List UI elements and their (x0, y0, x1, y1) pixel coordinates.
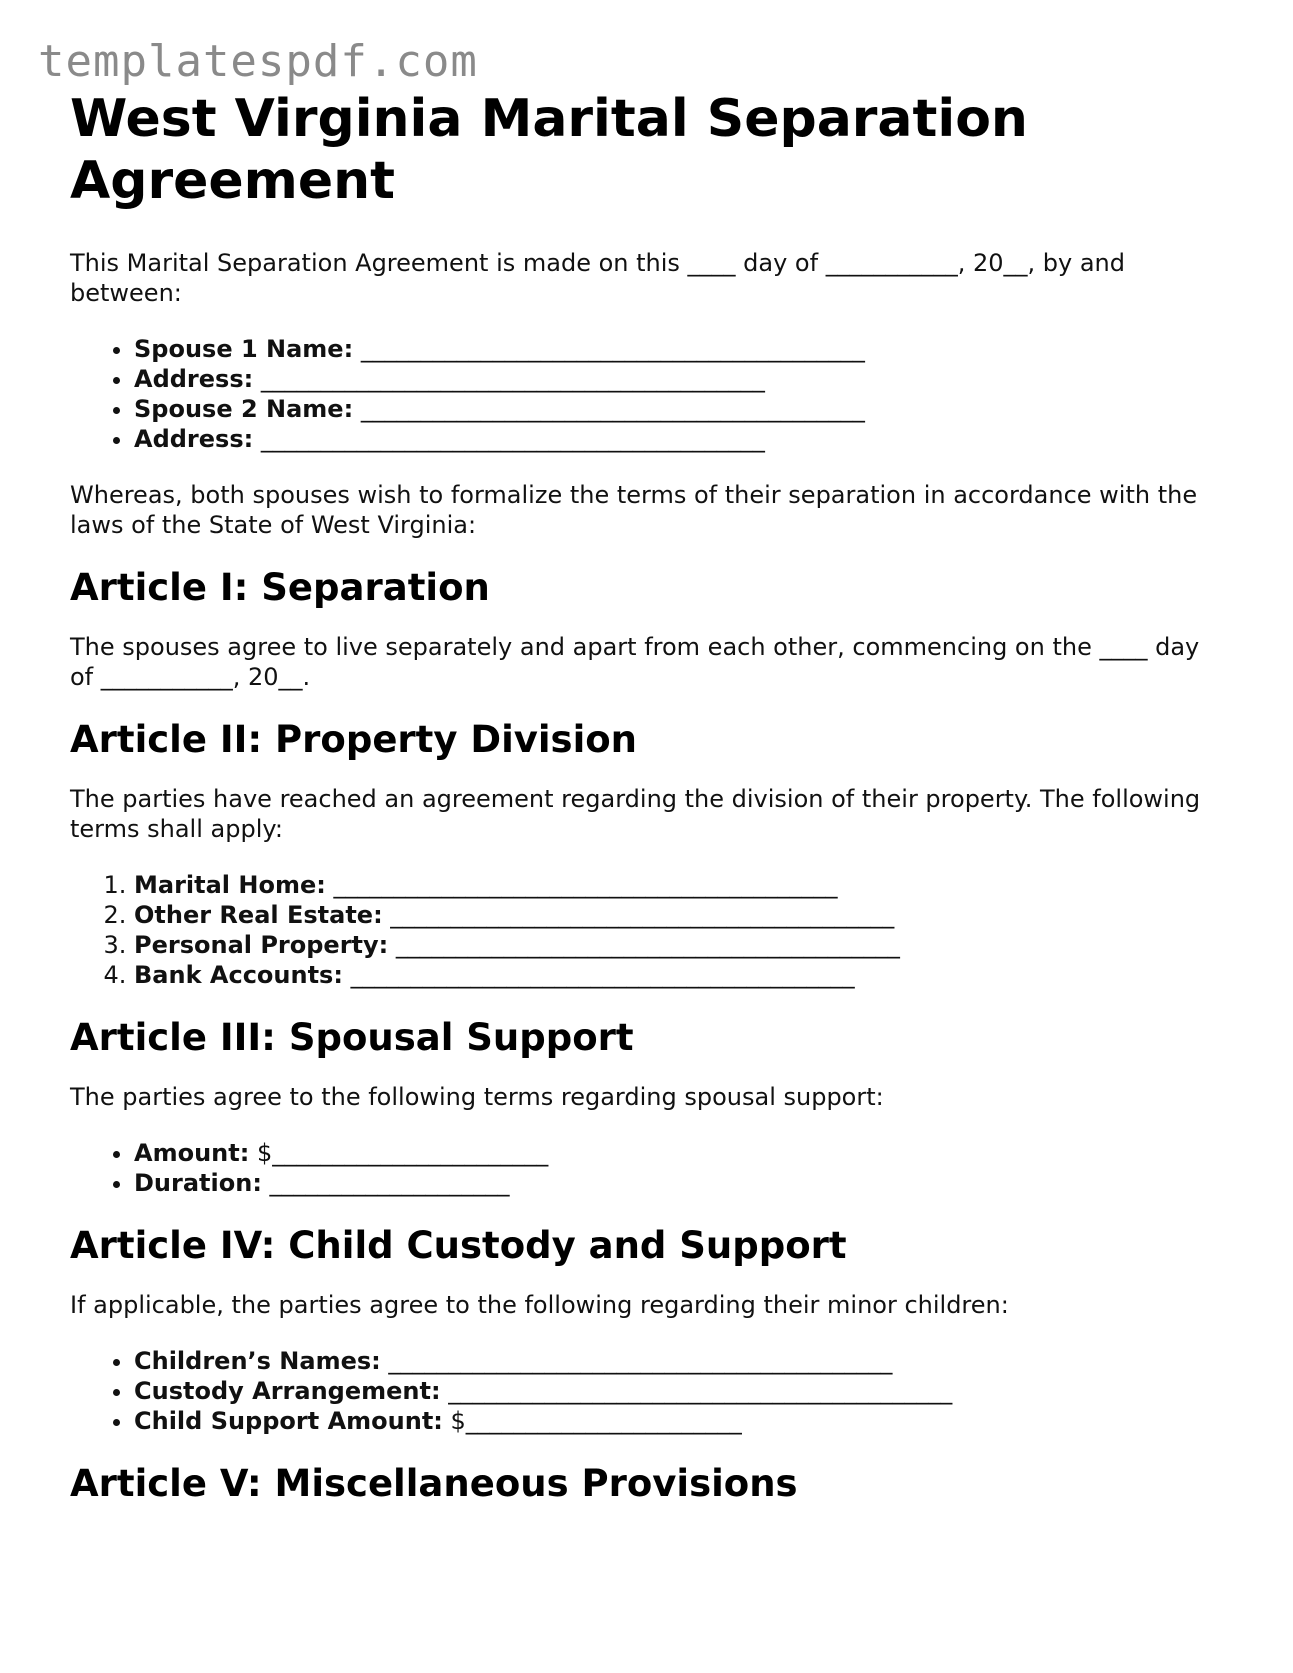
intro-paragraph: This Marital Separation Agreement is made on this ____ day of ___________, 20__, by and between: (70, 249, 1125, 307)
field-label-personal-property: Personal Property: (134, 931, 389, 959)
list-item (134, 870, 1220, 900)
watermark-text: templatespdf.com (38, 36, 478, 87)
field-label-spouse2-address: Address: (134, 425, 254, 453)
list-item (134, 1406, 1220, 1436)
field-label-spouse1-address: Address: (134, 365, 254, 393)
document-title: West Virginia Marital Separation Agreement (70, 89, 1028, 211)
article-4-heading: Article IV: Child Custody and Support (70, 1224, 847, 1267)
field-label-spouse2-name: Spouse 2 Name: (134, 395, 354, 423)
list-item (134, 1168, 1220, 1198)
spousal-support-list (70, 1138, 1220, 1198)
field-label-amount: Amount: (134, 1139, 250, 1167)
blank-line: __________________________________________ (380, 1347, 893, 1375)
document-body (70, 88, 1220, 1506)
blank-line: $_______________________ (442, 1407, 742, 1435)
list-item (134, 930, 1220, 960)
blank-line: __________________________________________ (342, 961, 855, 989)
field-label-bank-accounts: Bank Accounts: (134, 961, 343, 989)
article-5-heading: Article V: Miscellaneous Provisions (70, 1462, 798, 1505)
blank-line: __________________________________________ (353, 395, 865, 423)
property-list (70, 870, 1220, 990)
field-label-child-support-amount: Child Support Amount: (134, 1407, 443, 1435)
field-label-custody-arrangement: Custody Arrangement: (134, 1377, 441, 1405)
article-1-text: The spouses agree to live separately and apart from each other, commencing on the ____ day of ___________, 20__. (70, 633, 1200, 691)
blank-line: $_______________________ (249, 1139, 549, 1167)
article-4-text: If applicable, the parties agree to the following regarding their minor children: (70, 1291, 1009, 1319)
child-custody-list (70, 1346, 1220, 1436)
field-label-spouse1-name: Spouse 1 Name: (134, 335, 354, 363)
blank-line: __________________________________________ (353, 335, 865, 363)
list-item (134, 364, 1220, 394)
blank-line: __________________________________________ (253, 365, 765, 393)
blank-line: __________________________________________ (382, 901, 895, 929)
blank-line: ____________________ (261, 1169, 510, 1197)
article-2-text: The parties have reached an agreement regarding the division of their property. The following terms shall apply: (70, 785, 1201, 843)
article-1-heading: Article I: Separation (70, 566, 490, 609)
blank-line: __________________________________________ (388, 931, 900, 959)
list-item (134, 900, 1220, 930)
blank-line: __________________________________________ (325, 871, 838, 899)
article-2-heading: Article II: Property Division (70, 718, 638, 761)
list-item (134, 1376, 1220, 1406)
blank-line: __________________________________________ (440, 1377, 953, 1405)
field-label-duration: Duration: (134, 1169, 262, 1197)
field-label-other-real-estate: Other Real Estate: (134, 901, 383, 929)
whereas-paragraph: Whereas, both spouses wish to formalize the terms of their separation in accordance with the laws of the State of West Virginia: (70, 481, 1198, 539)
list-item (134, 424, 1220, 454)
list-item (134, 394, 1220, 424)
parties-list (70, 334, 1220, 454)
list-item (134, 960, 1220, 990)
blank-line: __________________________________________ (253, 425, 765, 453)
list-item (134, 1138, 1220, 1168)
field-label-children-names: Children’s Names: (134, 1347, 381, 1375)
field-label-marital-home: Marital Home: (134, 871, 326, 899)
article-3-text: The parties agree to the following terms regarding spousal support: (70, 1083, 884, 1111)
list-item (134, 334, 1220, 364)
article-3-heading: Article III: Spousal Support (70, 1016, 634, 1059)
list-item (134, 1346, 1220, 1376)
